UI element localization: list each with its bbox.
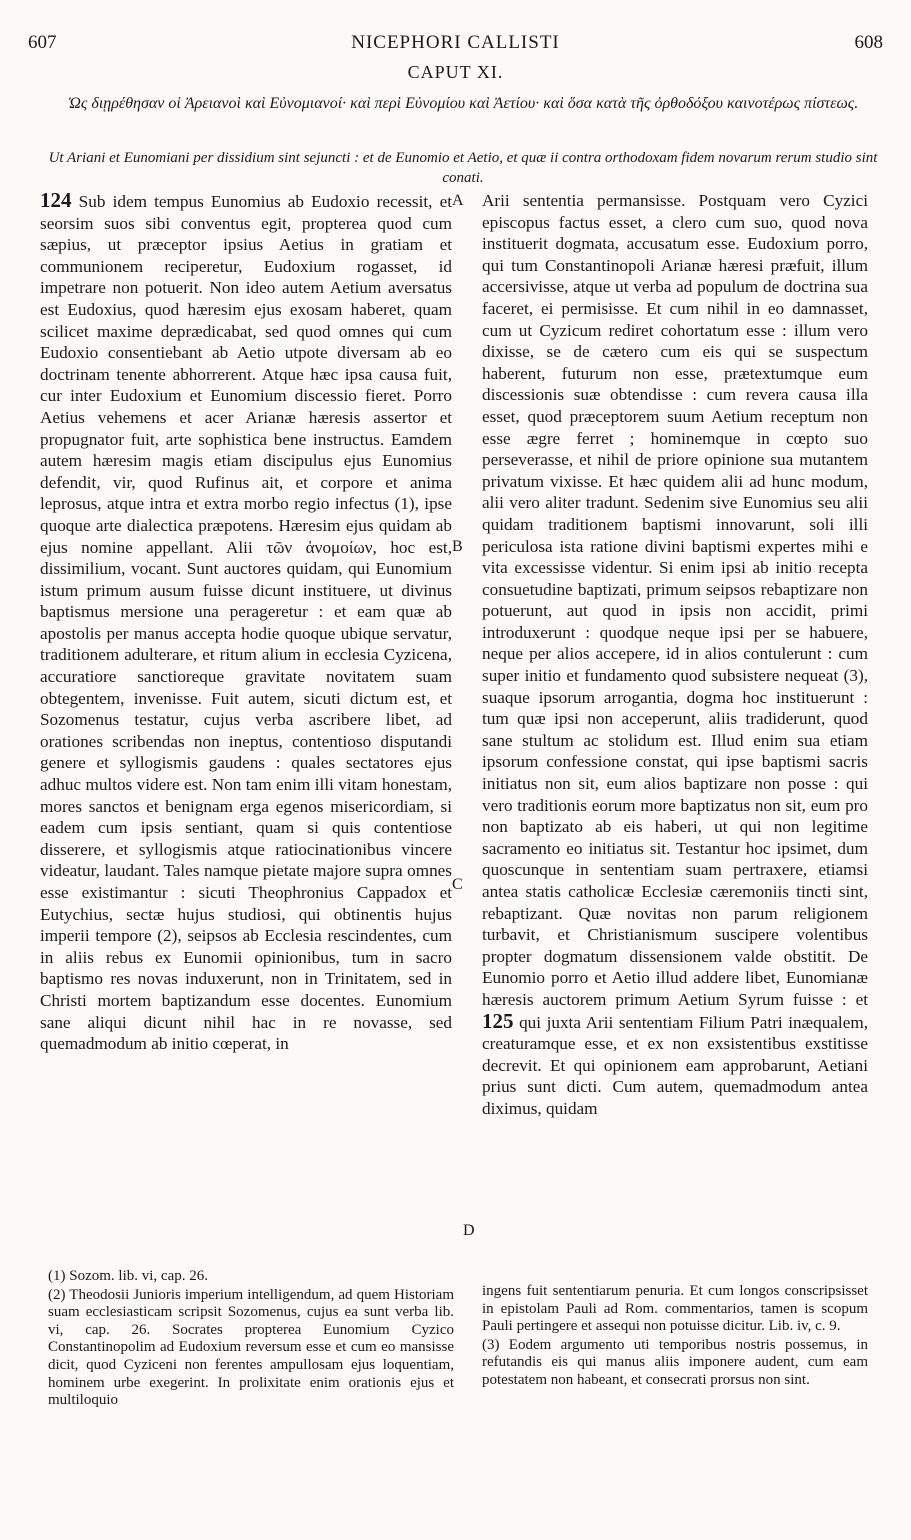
left-column-text: Sub idem tempus Eunomius ab Eudoxio recessit, et seorsim suos sibi conventus egit, propterea quod cum sæpius, ut præceptor ipsius Aetius in gratiam et communionem reciperetur, Eudoxium rogasset, id impetrare non potuerit. Non ideo autem Aetium aversatus est Eudoxius, quod hæresim ejus exosam haberet, quam scilicet maxime deprædicabat, sed quod omnes qui cum Eudoxio consentiebant ab Aetio utpote diversam ab eo doctrinam tenente abhorrerent. Atque hæc ipsa causa fuit, cur inter Eudoxium et Eunomium discessio fieret. Porro Aetius vehemens et acer Arianæ hæresis assertor et propugnator fuit, arte sophistica bene instructus. Eamdem autem hæresim magis etiam discipulus ejus Eunomius defendit, vir, quod Rufinus ait, et corpore et anima leprosus, atque intra et extra morbo regio infectus (1), ipse quoque arte dialectica præpotens. Hæresim ejus quidam ab ejus nomine appellant. Alii τῶν ἀνομοίων, hoc est, dissimilium, vocant. Sunt auctores quidam, qui Eunomium istum primum ausum fuisse dicunt instituere, ut divinus baptismus mersione una perageretur : et eam quæ ab apostolis per manus accepta hodie quoque ubique servatur, traditionem adulterare, et ritum alium in ecclesia Cyzicena, accuratiore sanctioreque gravitate novitatem suam obtegentem, invenisse. Fuit autem, sicuti dictum est, et Sozomenus testatur, cujus verba ascribere libet, ad orationes scribendas non ineptus, contentioso disputandi genere et syllogismis gaudens : quales sectatores ejus adhuc multos videre est. Non tam enim illi vitam honestam, mores sanctos et benignam erga egenos misericordiam, si eadem cum ipsis sentiant, quam si quis contentiose disserere, et syllogismis atque ratiocinationibus vincere videatur, laudant. Tales namque pietate majore supra omnes esse existimantur : sicuti Theophronius Cappadox et Eutychius, sectæ hujus studiosi, qui obtinentis hujus imperii tempore (2), seipsos ab Ecclesia rescindentes, cum in aliis rebus ex Eunomii opinionibus, tum in sacro baptismo res novas induxerunt, non in Trinitatem, sed in Christi mortem baptizandum esse docentes. Eunomium sane aliqui dicunt nihil hac in re novasse, sed quemadmodum ab initio cœperat, in — [40, 192, 452, 1054]
right-column-paragraph — [482, 190, 868, 1120]
margin-marker-c: C — [452, 876, 463, 893]
page-number-left: 607 — [28, 32, 57, 53]
left-column — [40, 190, 452, 1055]
footnote: ingens fuit sententiarum penuria. Et cum longos conscripsisset in epistolam Pauli ad Rom. commentarios, tamen is scopum Pauli pertingere et assequi non potuisse dicitur. Lib. iv, c. 9. — [482, 1283, 868, 1335]
footnote: (2) Theodosii Junioris imperium intelligendum, ad quem Historiam suam ecclesiasticam scripsit Sozomenus, cujus ea sunt verba lib. vi, cap. 26. Socrates propterea Eunomium Cyzico Constantinopolim ad Eudoxium reversum esse et cum eo mansisse dicit, quod Cyziceni non ferentes ampullosam ejus loquentiam, hominem urbe exegerint. In prolixitate enim orationis ejus et multiloquio — [48, 1286, 454, 1409]
footnotes-left — [48, 1268, 454, 1411]
right-column — [482, 190, 868, 1120]
margin-marker-b: B — [452, 538, 463, 555]
greek-summary: Ὡς διῃρέθησαν οἱ Ἀρειανοὶ καὶ Εὐνομιανοί· καὶ περὶ Εὐνομίου καὶ Ἀετίου· καὶ ὅσα κατὰ τῆς ὀρθοδόξου καινοτέρως πίστεως. — [67, 95, 859, 112]
chapter-number: 124 — [40, 188, 72, 212]
running-title: NICEPHORI CALLISTI — [351, 32, 560, 53]
right-column-text-after: qui juxta Arii sententiam Filium Patri inæqualem, creaturamque esse, et ex non exsistentibus exstitisse decrevit. Et qui opinionem eam approbarunt, Aetiani prius sunt dicti. Cum autem, quemadmodum antea diximus, quidam — [482, 1012, 868, 1118]
page-number-right: 608 — [854, 32, 883, 53]
latin-summary: Ut Ariani et Eunomiani per dissidium sint sejuncti : et de Eunomio et Aetio, et quæ ii contra orthodoxam fidem novarum rerum studio sint conati. — [48, 150, 878, 186]
page-header — [28, 32, 883, 58]
left-column-paragraph — [40, 190, 452, 1055]
margin-marker-d: D — [463, 1222, 475, 1239]
footnotes-right — [482, 1283, 868, 1391]
footnote: (1) Sozom. lib. vi, cap. 26. — [48, 1268, 208, 1284]
footnote: (3) Eodem argumento uti temporibus nostris possemus, in refutandis eis qui manus aliis imponere audent, cum eam potestatem non habeant, et consecrati prorsus non sint. — [482, 1336, 868, 1388]
chapter-heading: CAPUT XI. — [407, 62, 504, 82]
right-column-text-before: Arii sententia permansisse. Postquam vero Cyzici episcopus factus esset, a clero cum suo, quod nova instituerit dogmata, accusatum esse. Eudoxium porro, qui tum Constantinopoli Arianæ hæresi præfuit, illum accersivisse, atque ut verba ad populum de doctrina sua faceret, ei permisisse. Et cum nihil in eo damnasset, cum ut Cyzicum rediret cohortatum esse : illum vero dixisse, se de cætero cum eis qui se suspectum haberent, futurum non esse, prætextumque eum discessionis suæ obtendisse : cum revera causa illa esset, quod præceptorem suum Aetium receptum non esse ægre ferret ; hominemque in cœpto suo perseverasse, et nihil de priore opinione sua mutantem privatum vixisse. Et hæc quidem alii ad hunc modum, alii vero aliter tradunt. Sedenim sive Eunomius seu alii quidam traditionem baptismi innovarunt, soli illi periculosa ista ratione divini baptismi expertes mihi e vita excessisse videntur. Si enim ipsi ab initio recepta consuetudine baptizati, primum seipsos rebaptizare non potuerunt, aut quod in ipsis non accidit, primi introduxerunt : quodque neque ipsi per se habuere, neque per alios accepere, id in alios contulerunt : cum super initio et fundamento quod subsistere nequeat (3), suaque ipsorum arrogantia, dogma hoc instituerunt : tum quæ ipsi non acceperunt, aliis tradiderunt, quod sane stultum ac stolidum est. Illud enim sua etiam ipsorum confessione constat, qui ipse baptismi sacris initiatus non sit, eum alios baptizare non posse : qui vero traditionis eorum more baptizatus non sit, eum pro non baptizato ab eis haberi, ut qui non legitime sacramento eo initiatus sit. Testantur hoc ipsimet, dum quoscunque in sententiam suam pertraxere, etiamsi antea statis catholicæ Ecclesiæ cæremoniis tincti sint, rebaptizant. Quæ novitas non parum religionem turbavit, et Christianismum suscipere volentibus propter dogmatum dissensionem valde obstitit. De Eunomio porro et Aetio illud addere libet, Eunomianæ hæresis auctorem primum Aetium Syrum fuisse : et — [482, 191, 868, 1009]
margin-marker-a: A — [452, 192, 464, 209]
chapter-number-inline: 125 — [482, 1008, 514, 1033]
